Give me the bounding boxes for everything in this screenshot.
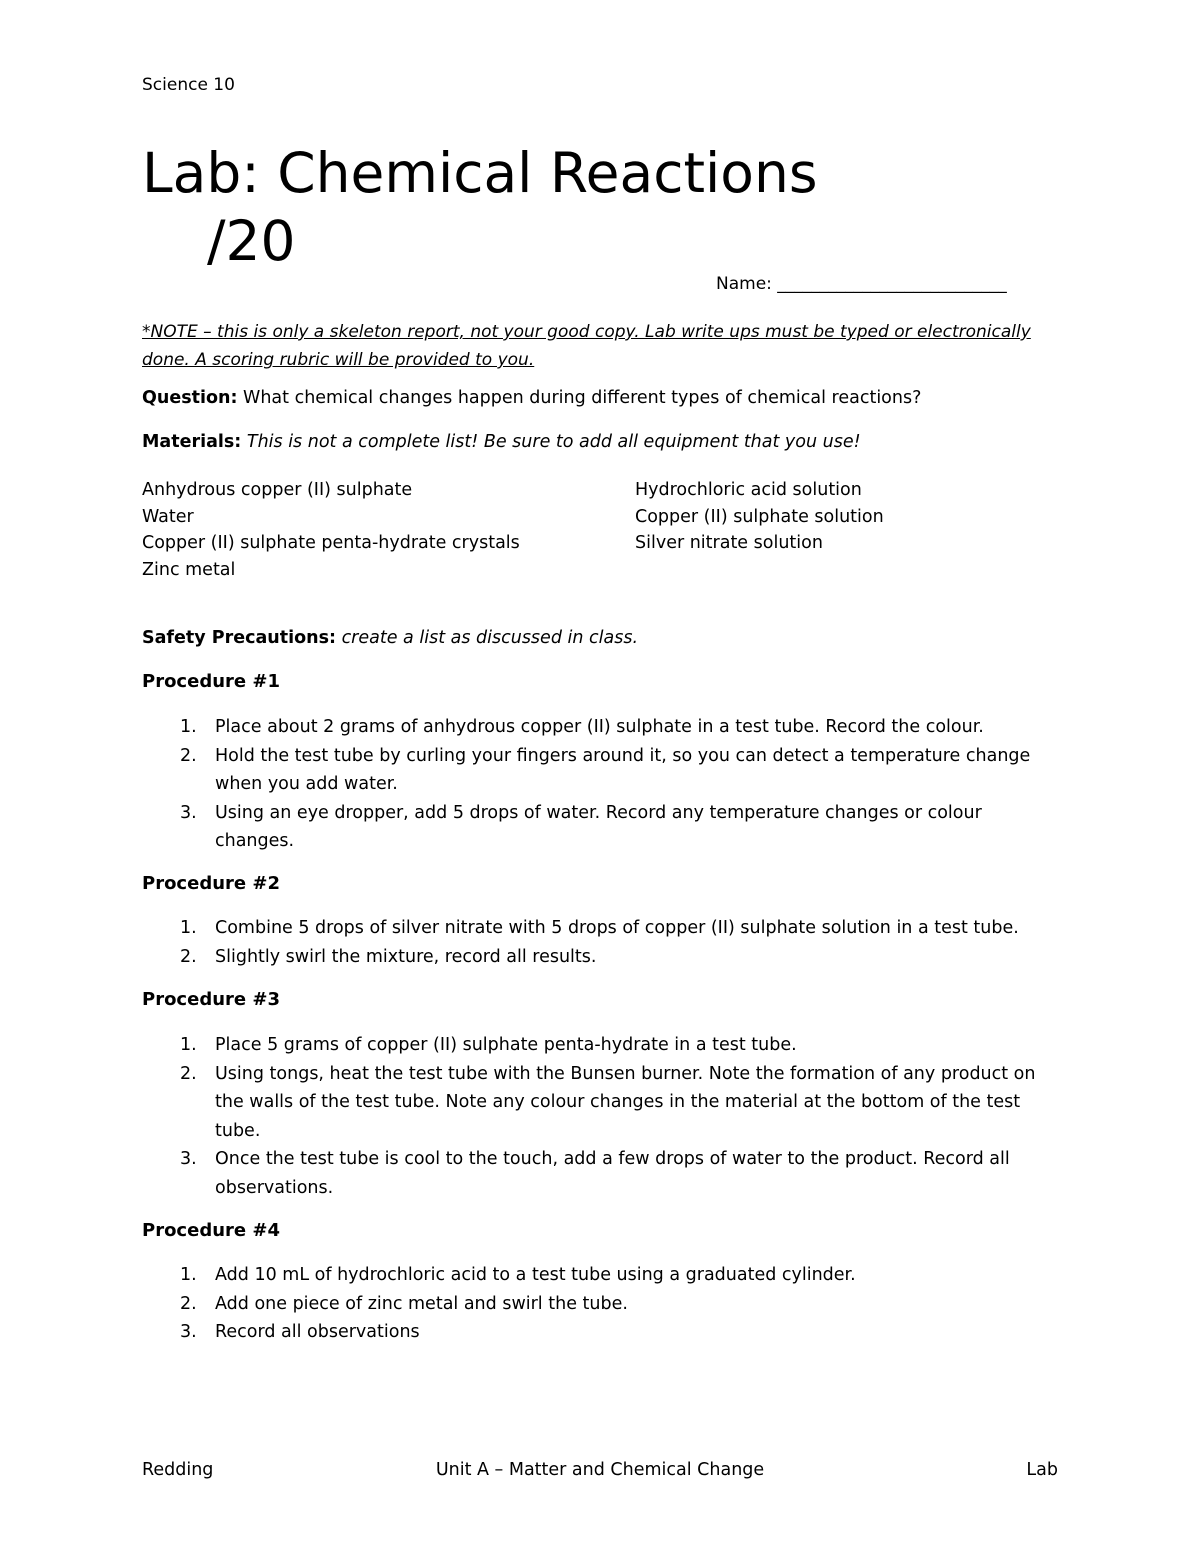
question-label: Question: <box>142 388 238 408</box>
page-title: Lab: Chemical Reactions <box>142 141 818 205</box>
step-number: 3. <box>180 802 197 823</box>
step-text: Hold the test tube by curling your fingers around it, so you can detect a temperature change when you add water. <box>215 745 1031 794</box>
safety-text: create a list as discussed in class. <box>336 628 639 648</box>
step-number: 2. <box>180 745 197 766</box>
note-text: *NOTE – this is only a skeleton report, not your good copy. Lab write ups must be typed or electronically done. A scoring rubric will be provided to you. <box>142 322 1031 370</box>
step-item <box>142 713 1052 742</box>
material-item: Hydrochloric acid solution <box>635 480 862 500</box>
step-text: Using an eye dropper, add 5 drops of water. Record any temperature changes or colour changes. <box>215 802 982 851</box>
step-number: 2. <box>180 1063 197 1084</box>
step-number: 3. <box>180 1322 197 1342</box>
step-item <box>142 1060 1052 1146</box>
step-number: 2. <box>180 1293 197 1314</box>
material-item: Zinc metal <box>142 559 236 580</box>
procedure-1-steps <box>142 713 1052 856</box>
procedure-3-heading: Procedure #3 <box>142 989 280 1010</box>
material-item: Water <box>142 506 194 527</box>
step-text: Record all observations <box>215 1322 420 1342</box>
materials-left-list <box>142 477 520 583</box>
name-field: Name: ___________________________ <box>716 274 1007 294</box>
material-item: Copper (II) sulphate penta-hydrate crystals <box>142 533 520 553</box>
step-item <box>142 742 1052 799</box>
procedure-4-heading: Procedure #4 <box>142 1220 280 1241</box>
material-item: Silver nitrate solution <box>635 533 823 553</box>
step-text: Once the test tube is cool to the touch, add a few drops of water to the product. Record all observations. <box>215 1149 1010 1198</box>
materials-right-list <box>635 477 884 557</box>
step-number: 1. <box>180 1035 197 1055</box>
step-number: 1. <box>180 918 197 938</box>
question-line <box>142 388 921 408</box>
procedure-4-steps <box>142 1261 1052 1347</box>
title-score: /20 <box>207 209 296 273</box>
step-number: 1. <box>180 717 197 737</box>
step-text: Slightly swirl the mixture, record all results. <box>215 946 597 967</box>
safety-label: Safety Precautions: <box>142 628 336 648</box>
step-number: 3. <box>180 1149 197 1169</box>
footer-center: Unit A – Matter and Chemical Change <box>435 1460 765 1480</box>
step-number: 1. <box>180 1265 197 1285</box>
material-item: Anhydrous copper (II) sulphate <box>142 480 413 500</box>
step-text: Place about 2 grams of anhydrous copper (II) sulphate in a test tube. Record the colour. <box>215 717 984 737</box>
step-text: Using tongs, heat the test tube with the Bunsen burner. Note the formation of any product on the walls of the test tube. Note any colour changes in the material at the bottom of the test tube. <box>215 1063 1036 1141</box>
step-item <box>142 914 1052 943</box>
step-number: 2. <box>180 946 197 967</box>
step-item <box>142 1290 1052 1319</box>
safety-line <box>142 628 638 648</box>
materials-label: Materials: <box>142 432 242 452</box>
step-item <box>142 799 1052 856</box>
step-item <box>142 1145 1052 1202</box>
step-text: Add one piece of zinc metal and swirl the tube. <box>215 1293 628 1314</box>
material-item: Copper (II) sulphate solution <box>635 506 884 527</box>
procedure-2-heading: Procedure #2 <box>142 873 280 894</box>
procedure-1-heading: Procedure #1 <box>142 671 280 692</box>
step-text: Add 10 mL of hydrochloric acid to a test tube using a graduated cylinder. <box>215 1265 856 1285</box>
step-item <box>142 943 1052 972</box>
procedure-3-steps <box>142 1031 1052 1202</box>
procedure-2-steps <box>142 914 1052 971</box>
materials-note: This is not a complete list! Be sure to add all equipment that you use! <box>241 432 861 452</box>
step-item <box>142 1261 1052 1290</box>
footer-left: Redding <box>142 1460 214 1480</box>
course-label: Science 10 <box>142 75 235 95</box>
footer-right: Lab <box>1026 1460 1058 1480</box>
materials-line <box>142 432 861 452</box>
step-item <box>142 1031 1052 1060</box>
step-text: Place 5 grams of copper (II) sulphate penta-hydrate in a test tube. <box>215 1035 797 1055</box>
step-text: Combine 5 drops of silver nitrate with 5 drops of copper (II) sulphate solution in a test tube. <box>215 918 1019 938</box>
step-item <box>142 1318 1052 1347</box>
question-text: What chemical changes happen during different types of chemical reactions? <box>237 388 922 408</box>
